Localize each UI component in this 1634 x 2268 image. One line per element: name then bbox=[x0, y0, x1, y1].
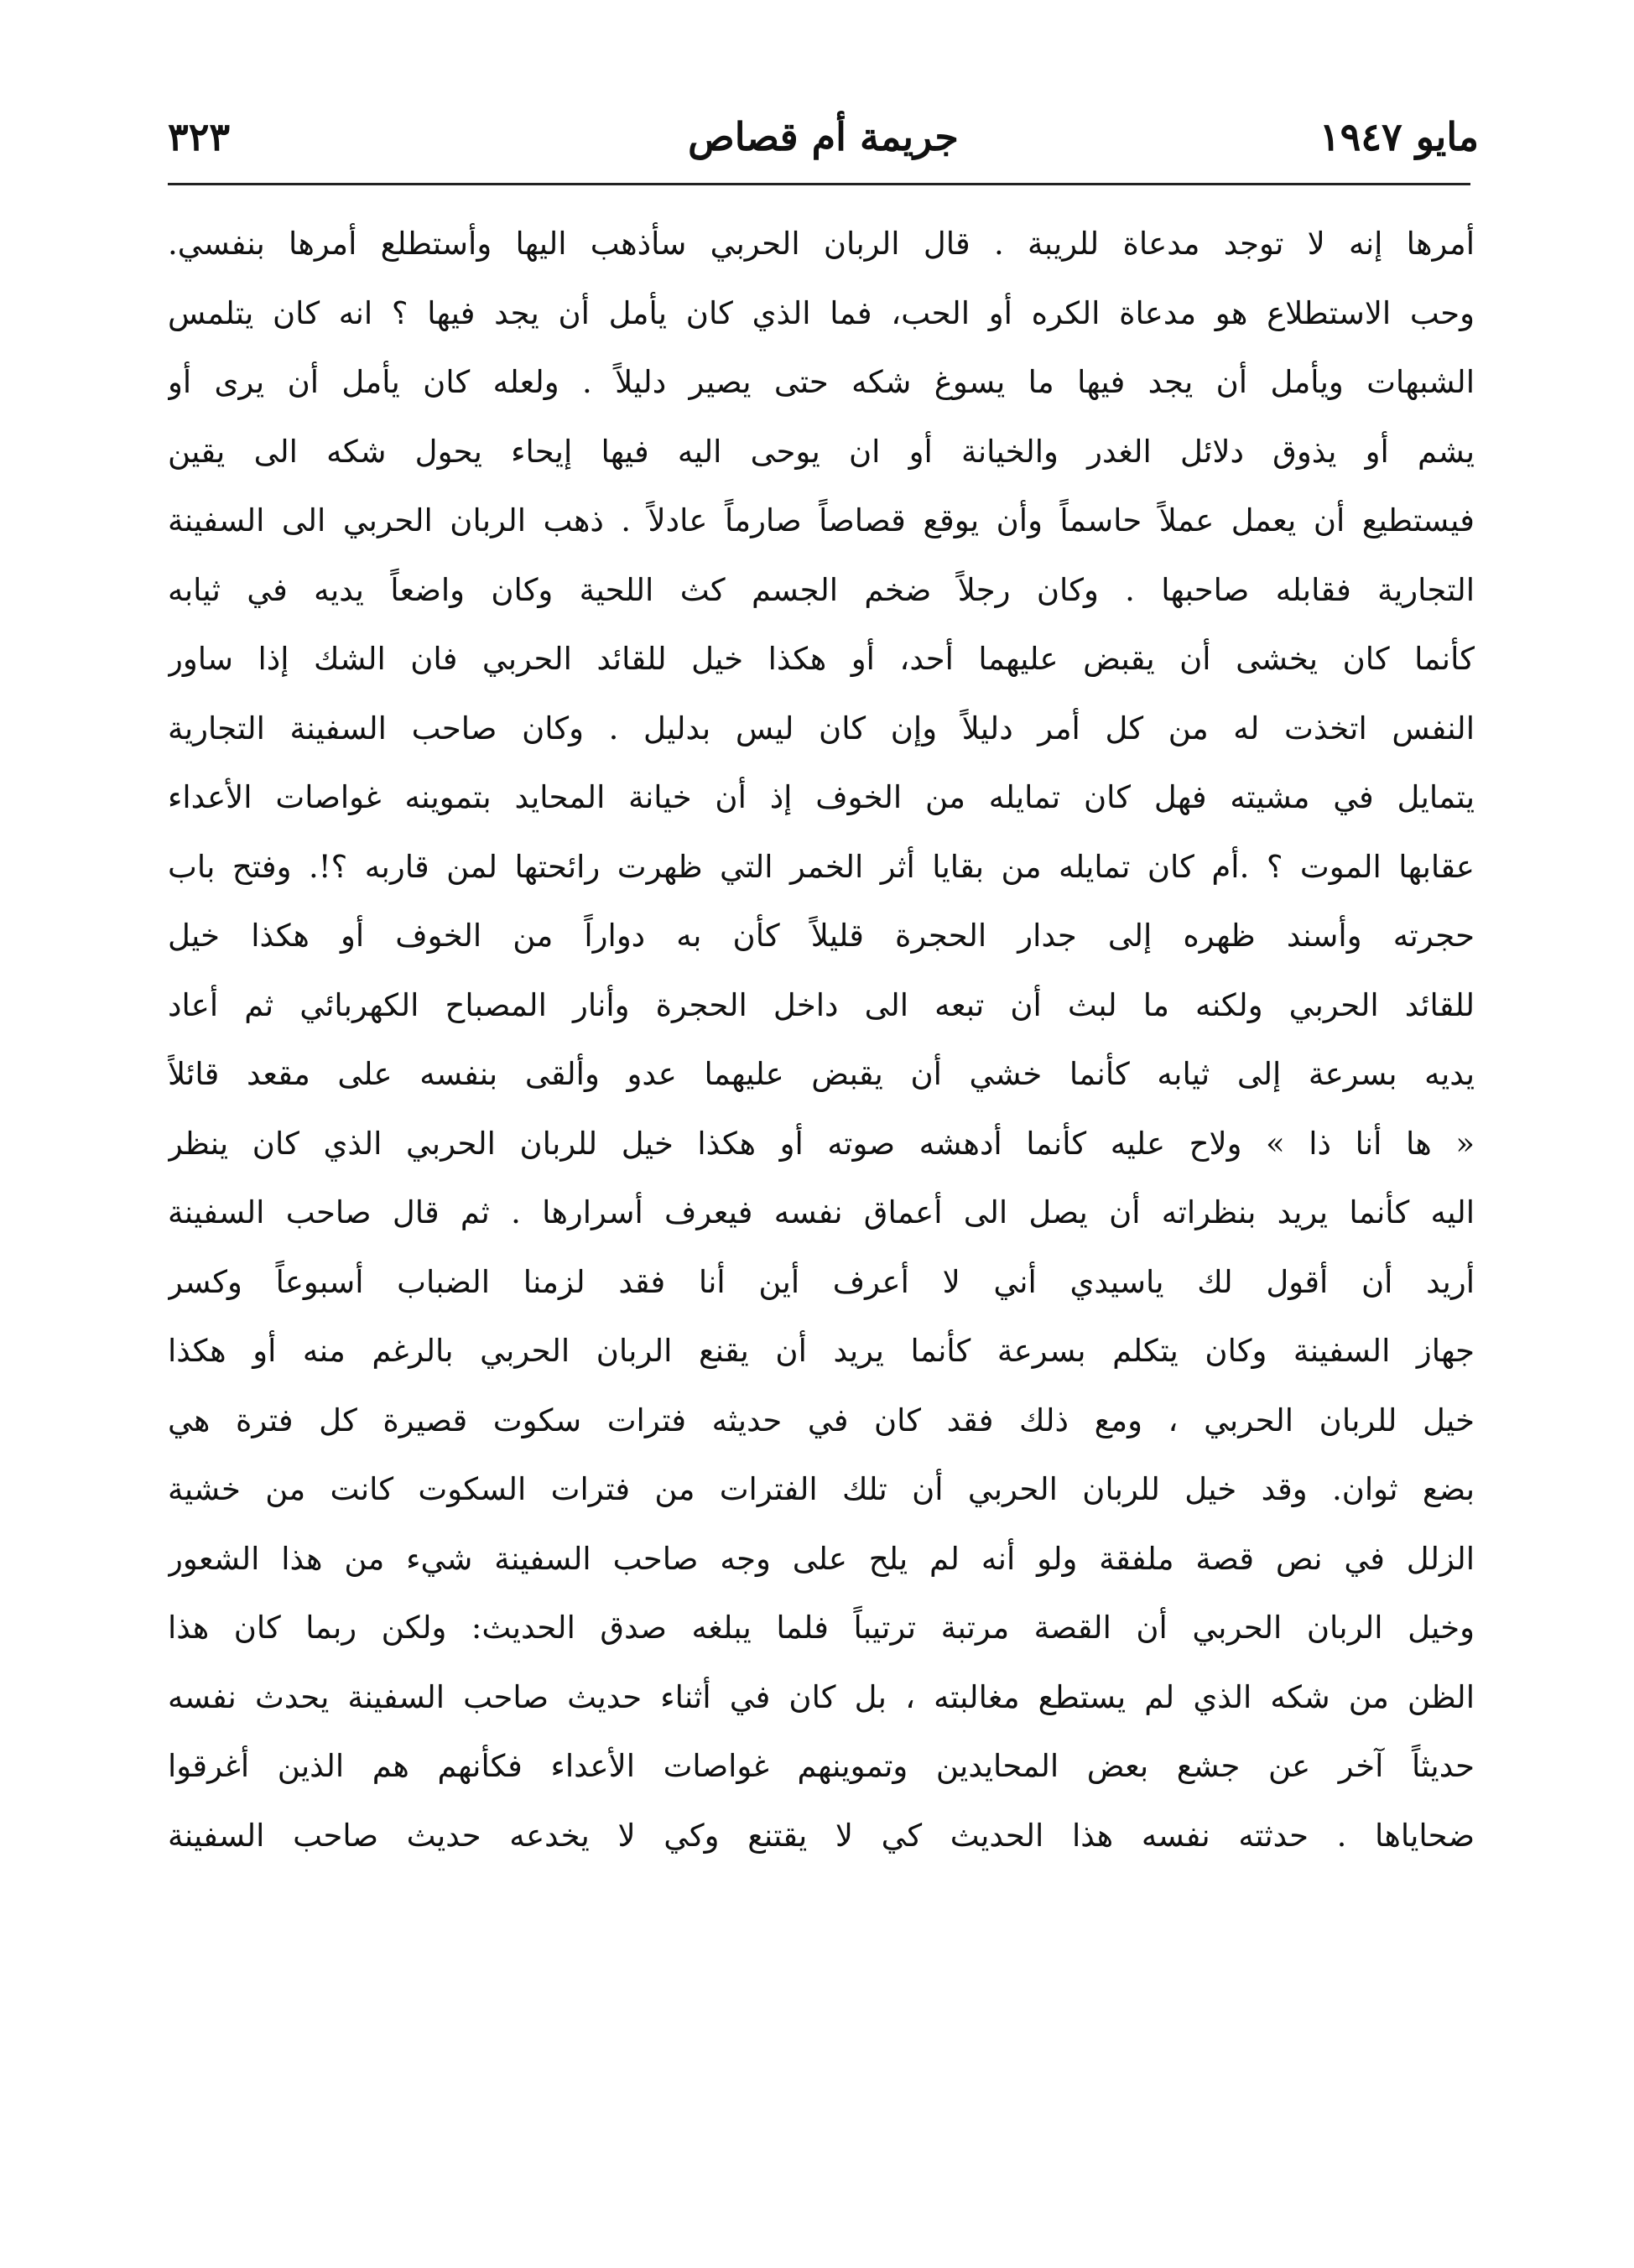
text-line: الزلل في نص قصة ملفقة ولو أنه لم يلح على وجه صاحب السفينة شيء من هذا الشعور bbox=[168, 1540, 1475, 1577]
text-line: الظن من شكه الذي لم يستطع مغالبته ، بل كان في أثناء حديث صاحب السفينة يحدث نفسه bbox=[168, 1678, 1475, 1715]
text-line: فيستطيع أن يعمل عملاً حاسماً وأن يوقع قصاصاً صارماً عادلاً . ذهب الربان الحربي الى السفينة bbox=[168, 502, 1475, 538]
header-date: مايو ١٩٤٧ bbox=[1319, 114, 1479, 159]
text-line: النفس اتخذت له من كل أمر دليلاً وإن كان ليس بدليل . وكان صاحب السفينة التجارية bbox=[168, 710, 1475, 746]
text-line: خيل للربان الحربي ، ومع ذلك فقد كان في حديثه فترات سكوت قصيرة كل فترة هي bbox=[168, 1402, 1475, 1438]
text-line: يشم أو يذوق دلائل الغدر والخيانة أو ان يوحى اليه فيها إيحاء يحول شكه الى يقين bbox=[168, 433, 1475, 470]
text-line: « ها أنا ذا » ولاح عليه كأنما أدهشه صوته أو هكذا خيل للربان الحربي الذي كان ينظر bbox=[168, 1125, 1475, 1162]
text-line: حديثاً آخر عن جشع بعض المحايدين وتموينهم غواصات الأعداء فكأنهم هم الذين أغرقوا bbox=[168, 1748, 1475, 1784]
header-title: جريمة أم قصاص bbox=[688, 114, 959, 159]
text-line: حجرته وأسند ظهره إلى جدار الحجرة قليلاً كأن به دواراً من الخوف أو هكذا خيل bbox=[168, 918, 1475, 954]
text-line: الشبهات ويأمل أن يجد فيها ما يسوغ شكه حتى يصير دليلاً . ولعله كان يأمل أن يرى أو bbox=[168, 364, 1475, 400]
page-number: ٣٢٣ bbox=[168, 114, 231, 159]
header-rule bbox=[168, 183, 1470, 185]
running-header bbox=[168, 99, 1479, 174]
text-line: أمرها إنه لا توجد مدعاة للريبة . قال الربان الحربي سأذهب اليها وأستطلع أمرها بنفسي. bbox=[168, 226, 1475, 262]
text-line: ضحاياها . حدثته نفسه هذا الحديث كي لا يقتنع وكي لا يخدعه حديث صاحب السفينة bbox=[168, 1817, 1475, 1854]
text-line: اليه كأنما يريد بنظراته أن يصل الى أعماق نفسه فيعرف أسرارها . ثم قال صاحب السفينة bbox=[168, 1194, 1475, 1230]
text-line: للقائد الحربي ولكنه ما لبث أن تبعه الى داخل الحجرة وأنار المصباح الكهربائي ثم أعاد bbox=[168, 986, 1475, 1023]
text-line: يتمايل في مشيته فهل كان تمايله من الخوف إذ أن خيانة المحايد بتموينه غواصات الأعداء bbox=[168, 779, 1475, 815]
text-line: أريد أن أقول لك ياسيدي أني لا أعرف أين أنا فقد لزمنا الضباب أسبوعاً وكسر bbox=[168, 1263, 1475, 1300]
text-line: بضع ثوان. وقد خيل للربان الحربي أن تلك الفترات من فترات السكوت كانت من خشية bbox=[168, 1471, 1475, 1507]
body-text bbox=[168, 210, 1475, 1870]
text-line: عقابها الموت ؟ .أم كان تمايله من بقايا أثر الخمر التي ظهرت رائحتها لمن قاربه ؟!. وفتح باب bbox=[168, 848, 1475, 885]
text-line: وخيل الربان الحربي أن القصة مرتبة ترتيباً فلما يبلغه صدق الحديث: ولكن ربما كان هذا bbox=[168, 1610, 1475, 1646]
text-line: التجارية فقابله صاحبها . وكان رجلاً ضخم الجسم كث اللحية وكان واضعاً يديه في ثيابه bbox=[168, 571, 1475, 608]
text-line: وحب الاستطلاع هو مدعاة الكره أو الحب، فما الذي كان يأمل أن يجد فيها ؟ انه كان يتلمس bbox=[168, 294, 1475, 331]
text-line: كأنما كان يخشى أن يقبض عليهما أحد، أو هكذا خيل للقائد الحربي فان الشك إذا ساور bbox=[168, 641, 1475, 677]
text-line: يديه بسرعة إلى ثيابه كأنما خشي أن يقبض عليهما عدو وألقى بنفسه على مقعد قائلاً bbox=[168, 1056, 1475, 1092]
text-line: جهاز السفينة وكان يتكلم بسرعة كأنما يريد أن يقنع الربان الحربي بالرغم منه أو هكذا bbox=[168, 1333, 1475, 1369]
